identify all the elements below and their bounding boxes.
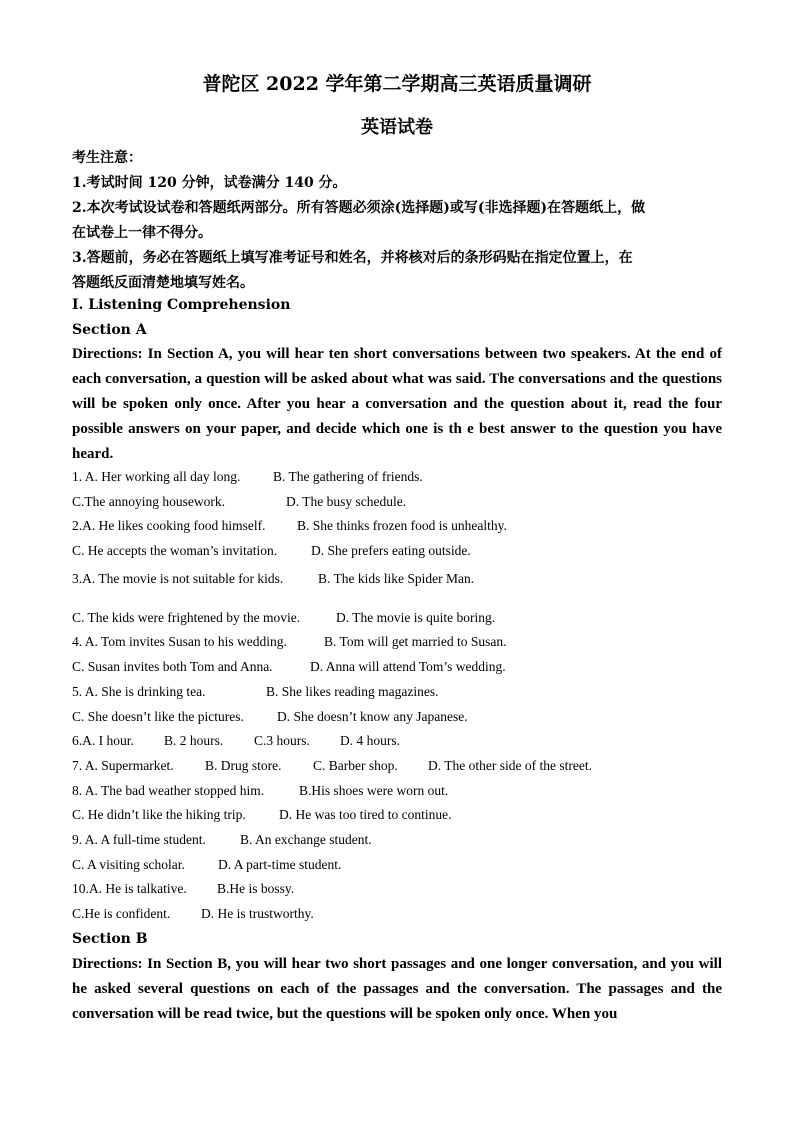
answer-option: C. Susan invites both Tom and Anna. <box>72 659 273 674</box>
answer-option: B. Tom will get married to Susan. <box>324 634 507 649</box>
notice-item-3-cont: 答题纸反面清楚地填写姓名。 <box>72 275 254 291</box>
notice-heading: 考生注意： <box>72 150 142 166</box>
answer-option: 1. A. Her working all day long. <box>72 469 241 484</box>
answer-option: D. The busy schedule. <box>286 494 407 509</box>
answer-option: D. Anna will attend Tom’s wedding. <box>310 659 506 674</box>
answer-option: D. The other side of the street. <box>428 758 592 773</box>
answer-option: D. He is trustworthy. <box>201 906 314 921</box>
answer-option: B. Drug store. <box>205 758 282 773</box>
answer-option: B.His shoes were worn out. <box>299 783 449 798</box>
answer-option: B. The gathering of friends. <box>273 469 423 484</box>
answer-option: D. A part-time student. <box>218 857 342 872</box>
section-a-heading: Section A <box>72 322 147 338</box>
answer-option: 3.A. The movie is not suitable for kids. <box>72 571 284 586</box>
answer-option: C. He accepts the woman’s invitation. <box>72 543 278 558</box>
notice-item-1: 1.考试时间 120 分钟，试卷满分 140 分。 <box>72 175 347 191</box>
answer-option: B. An exchange student. <box>240 832 372 847</box>
answer-option: C. The kids were frightened by the movie. <box>72 610 301 625</box>
exam-subtitle: 英语试卷 <box>361 117 433 138</box>
answer-option: B. The kids like Spider Man. <box>318 571 475 586</box>
answer-option: C. A visiting scholar. <box>72 857 185 872</box>
answer-option: C. He didn’t like the hiking trip. <box>72 807 246 822</box>
answer-option: B. 2 hours. <box>164 733 224 748</box>
answer-option: 9. A. A full-time student. <box>72 832 206 847</box>
answer-option: C. Barber shop. <box>313 758 398 773</box>
answer-option: B. She likes reading magazines. <box>266 684 439 699</box>
answer-option: 6.A. I hour. <box>72 733 134 748</box>
answer-option: B.He is bossy. <box>217 881 295 896</box>
part-heading: I. Listening Comprehension <box>72 297 291 313</box>
notice-item-2: 2.本次考试设试卷和答题纸两部分。所有答题必须涂(选择题)或写(非选择题)在答题纸上，做 <box>72 200 646 216</box>
answer-option: C. She doesn’t like the pictures. <box>72 709 244 724</box>
notice-item-3: 3.答题前，务必在答题纸上填写准考证号和姓名，并将核对后的条形码贴在指定位置上，在 <box>72 250 633 266</box>
answer-option: 7. A. Supermarket. <box>72 758 174 773</box>
answer-option: B. She thinks frozen food is unhealthy. <box>297 518 507 533</box>
answer-option: D. She prefers eating outside. <box>311 543 471 558</box>
section-b-directions: Directions: In Section B, you will hear two short passages and one longer conversation, and you will he asked several questions on each of the passages and the conversation. The passages and the conversation will be read twice, but the questions will be spoken only once. When you <box>72 956 722 1022</box>
section-a-directions: Directions: In Section A, you will hear ten short conversations between two speakers. At the end of each conversation, a question will be asked about what was said. The conversations and the questions will be spoken only once. After you hear a conversation and the question about it, read the four possible answers on your paper, and decide which one is th e best answer to the question you have heard. <box>72 346 722 462</box>
answer-option: C.The annoying housework. <box>72 494 225 509</box>
answer-option: D. The movie is quite boring. <box>336 610 496 625</box>
answer-option: 4. A. Tom invites Susan to his wedding. <box>72 634 287 649</box>
answer-option: D. 4 hours. <box>340 733 400 748</box>
answer-option: C.3 hours. <box>254 733 310 748</box>
answer-option: 5. A. She is drinking tea. <box>72 684 206 699</box>
answer-option: 8. A. The bad weather stopped him. <box>72 783 265 798</box>
answer-option: C.He is confident. <box>72 906 171 921</box>
answer-option: 2.A. He likes cooking food himself. <box>72 518 266 533</box>
answer-option: D. She doesn’t know any Japanese. <box>277 709 468 724</box>
answer-option: D. He was too tired to continue. <box>279 807 452 822</box>
answer-option: 10.A. He is talkative. <box>72 881 187 896</box>
notice-item-2-cont: 在试卷上一律不得分。 <box>72 225 212 241</box>
exam-title: 普陀区 2022 学年第二学期高三英语质量调研 <box>202 73 592 95</box>
section-b-heading: Section B <box>72 931 148 947</box>
